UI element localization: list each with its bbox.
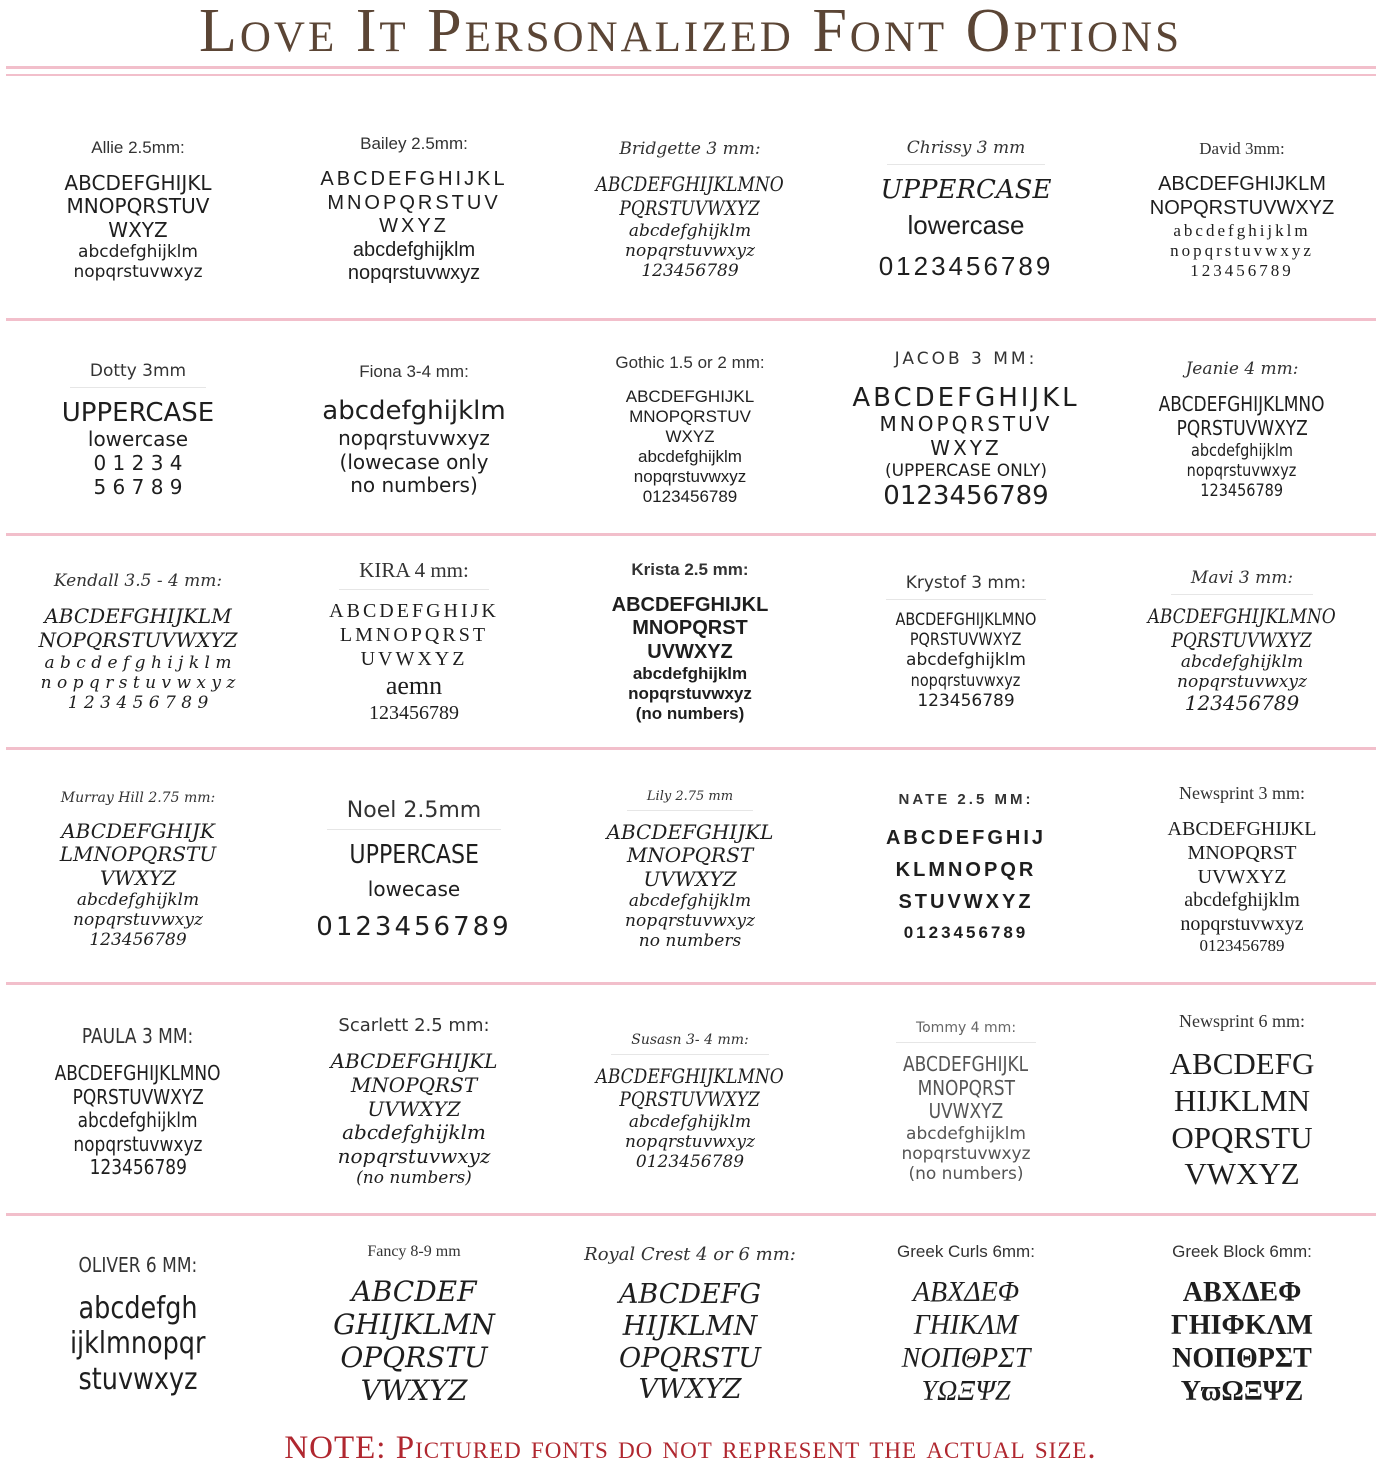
sample-line: ABCDEFGHIJKLMNO: [1159, 392, 1325, 417]
sample-line: WXYZ: [930, 435, 1002, 460]
sample-line: abcdefghijklm: [906, 650, 1026, 671]
sample-line: 5 6 7 8 9: [93, 474, 183, 499]
sample-line: VWXYZ: [360, 1374, 468, 1408]
font-name: OLIVER 6 MM:: [78, 1252, 198, 1277]
sample-line: ijklmnopqr: [70, 1326, 206, 1362]
sample-line: nopqrstuvwxyz: [1170, 240, 1314, 260]
sample-line: PQRSTUVWXYZ: [910, 630, 1022, 651]
font-name: Fancy 8-9 mm: [367, 1242, 461, 1260]
sample-line: (UPPERCASE ONLY): [884, 460, 1048, 481]
font-sample-dotty: [0, 332, 276, 528]
sample-line: MNOPQRSTUV: [629, 406, 751, 426]
divider-row-5: [6, 1213, 1376, 1216]
sample-line: 0123456789: [1199, 936, 1285, 956]
font-name: David 3mm:: [1199, 139, 1285, 159]
sample-line: abcdefghijklm: [632, 664, 748, 684]
font-name: PAULA 3 MM:: [82, 1024, 194, 1049]
sample-line: nopqrstuvwxyz: [347, 262, 481, 285]
sample-line: lowercase: [87, 427, 189, 452]
font-name: JACOB 3 MM:: [894, 348, 1038, 369]
divider-row-4: [6, 982, 1376, 985]
sample-line: ABCDEFGHIJKL: [330, 1049, 498, 1074]
sample-line: UVWXYZ: [1197, 865, 1287, 888]
sample-line: ABCDEFGHIJKLMNO: [595, 1063, 785, 1088]
sample-line: ABCDEFGHIJKL: [611, 593, 769, 616]
sample-line: OPQRSTU: [1171, 1119, 1313, 1155]
sample-line: 123456789: [1190, 260, 1294, 280]
sample-line: abcdefghijklm: [628, 220, 752, 241]
font-row-5: [0, 1002, 1381, 1202]
sample-line: ABCDEFGHIJK: [329, 600, 499, 623]
font-name: Jeanie 4 mm:: [1185, 359, 1299, 380]
font-sample-fancy: [276, 1230, 552, 1420]
sample-line: n o p q r s t u v w x y z: [40, 672, 236, 693]
font-sample-jeanie: [1104, 332, 1380, 528]
font-name: Murray Hill 2.75 mm:: [60, 789, 216, 806]
sample-line: ΓΗΙΚΛΜ: [913, 1309, 1019, 1341]
sample-line: UPPERCASE: [880, 175, 1052, 206]
sample-line: 123456789: [641, 260, 739, 281]
font-sample-allie: [0, 112, 276, 308]
sample-line: abcdefghijklm: [906, 1123, 1026, 1144]
font-name: Dotty 3mm: [70, 361, 206, 388]
sample-line: abcdefghijklm: [1173, 220, 1311, 240]
font-name: NATE 2.5 MM:: [898, 791, 1034, 809]
font-sample-david: [1104, 112, 1380, 308]
sample-line: ΑΒΧΔΕΦ: [1182, 1276, 1302, 1308]
sample-line: 123456789: [89, 930, 187, 951]
font-name: Tommy 4 mm:: [896, 1020, 1036, 1043]
sample-line: ABCDEFGHIJKL: [64, 170, 212, 195]
sample-line: ABCDEFGHIJKLMNO: [55, 1061, 221, 1086]
font-name: Noel 2.5mm: [327, 798, 501, 830]
sample-line: VWXYZ: [638, 1374, 742, 1406]
sample-line: ΝΟΠΘΡΣΤ: [1172, 1343, 1312, 1374]
sample-line: (lowecase only: [339, 449, 489, 474]
sample-line: (no numbers): [635, 704, 745, 724]
font-row-3: [0, 546, 1381, 738]
sample-line: nopqrstuvwxyz: [625, 911, 755, 932]
sample-line: WXYZ: [108, 217, 168, 242]
sample-line: no numbers): [350, 473, 478, 498]
sample-line: ABCDEFGHIJKLMNO: [1147, 604, 1337, 629]
sample-line: lowercase: [907, 210, 1025, 241]
font-row-6: [0, 1230, 1381, 1420]
sample-line: 0123456789: [883, 480, 1049, 511]
sample-line: ABCDEFG: [618, 1278, 762, 1310]
sample-line: ΓΗΙΦΚΛΜ: [1171, 1309, 1313, 1341]
font-sample-newsprint-3: [1104, 770, 1380, 970]
sample-line: ABCDEFGHIJKLM: [44, 604, 232, 629]
sample-line: UPPERCASE: [349, 839, 479, 870]
sample-line: ΥΩΞΨΖ: [921, 1376, 1011, 1408]
font-sample-krystof: [828, 546, 1104, 738]
sample-line: PQRSTUVWXYZ: [1176, 415, 1308, 440]
sample-line: nopqrstuvwxyz: [1177, 672, 1307, 693]
sample-line: GHIJKLMN: [333, 1307, 495, 1341]
sample-line: KLMNOPQR: [895, 859, 1037, 882]
sample-line: nopqrstuvwxyz: [73, 1131, 203, 1156]
sample-line: nopqrstuvwxyz: [625, 1132, 755, 1153]
divider-row-3: [6, 747, 1376, 750]
font-sample-krista: [552, 546, 828, 738]
font-sample-tommy: [828, 1002, 1104, 1202]
font-name: Kendall 3.5 - 4 mm:: [53, 571, 223, 592]
sample-line: nopqrstuvwxyz: [73, 910, 203, 931]
sample-line: abcdefghijklm: [78, 1108, 198, 1133]
sample-line: ABCDEFGHIJKL: [320, 168, 508, 191]
font-name: Susasn 3- 4 mm:: [611, 1032, 769, 1055]
sample-line: 123456789: [917, 690, 1015, 711]
sample-line: MNOPQRSTUV: [879, 412, 1053, 437]
font-sample-susasn: [552, 1002, 828, 1202]
sample-line: 1 2 3 4 5 6 7 8 9: [67, 692, 209, 713]
font-name: Greek Block 6mm:: [1172, 1241, 1312, 1261]
sample-line: nopqrstuvwxyz: [911, 670, 1021, 691]
sample-line: abcdefghijklm: [76, 890, 200, 911]
sample-line: nopqrstuvwxyz: [628, 684, 752, 704]
page-title: Love It Personalized Font Options: [199, 0, 1182, 65]
sample-line: aemn: [385, 671, 443, 701]
divider-top-thin: [6, 74, 1376, 76]
sample-line: 123456789: [369, 701, 459, 724]
font-name: Chrissy 3 mm: [887, 138, 1045, 165]
font-sample-fiona: [276, 332, 552, 528]
sample-line: LMNOPQRST: [339, 624, 489, 647]
font-sample-chrissy: [828, 112, 1104, 308]
sample-line: ABCDEFGHIJKL: [852, 382, 1080, 413]
sample-line: STUVWXYZ: [898, 891, 1034, 914]
font-sample-bridgette: [552, 112, 828, 308]
font-sample-jacob: [828, 332, 1104, 528]
font-sample-paula: [0, 1002, 276, 1202]
sample-line: abcdefgh: [78, 1290, 198, 1326]
sample-line: ΑΒΧΔΕΦ: [912, 1276, 1020, 1308]
sample-line: MNOPQRST: [1187, 842, 1297, 865]
font-sample-newsprint-6: [1104, 1002, 1380, 1202]
sample-line: UVWXYZ: [647, 640, 733, 663]
sample-line: ABCDEFGHIJKL: [1167, 818, 1317, 841]
sample-line: ABCDEFGHIJKL: [625, 386, 755, 406]
font-name: Allie 2.5mm:: [91, 137, 185, 157]
font-name: Scarlett 2.5 mm:: [338, 1015, 490, 1037]
sample-line: ABCDEF: [351, 1274, 477, 1308]
sample-line: LMNOPQRSTU: [59, 842, 217, 867]
font-sample-noel: [276, 770, 552, 970]
divider-row-1: [6, 318, 1376, 321]
sample-line: ΝΟΠΘΡΣΤ: [901, 1343, 1031, 1374]
sample-line: UVWXYZ: [928, 1099, 1004, 1124]
sample-line: ΥϖΩΞΨΖ: [1180, 1376, 1304, 1408]
font-row-1: [0, 112, 1381, 308]
sample-line: 123456789: [1200, 480, 1284, 501]
sample-line: VWXYZ: [1184, 1156, 1300, 1192]
sample-line: abcdefghijklm: [628, 1112, 752, 1133]
sample-line: ABCDEFGHIJKL: [903, 1052, 1029, 1077]
font-name: Gothic 1.5 or 2 mm:: [615, 352, 765, 372]
sample-line: ABCDEFG: [1169, 1046, 1315, 1082]
sample-line: abcdefghijklm: [352, 238, 476, 261]
font-row-2: [0, 332, 1381, 528]
sample-line: PQRSTUVWXYZ: [1171, 627, 1313, 652]
sample-line: nopqrstuvwxyz: [1180, 912, 1304, 935]
font-sample-lily: [552, 770, 828, 970]
sample-line: abcdefghijklm: [342, 1120, 486, 1145]
sample-line: nopqrstuvwxyz: [1187, 460, 1297, 481]
sample-line: 0123456789: [878, 250, 1054, 281]
font-row-4: [0, 770, 1381, 970]
sample-line: MNOPQRST: [626, 843, 754, 868]
sample-line: stuvwxyz: [78, 1361, 198, 1397]
sample-line: WXYZ: [665, 426, 715, 446]
sample-line: (no numbers): [356, 1168, 472, 1189]
sample-line: VWXYZ: [99, 865, 177, 890]
font-name: Royal Crest 4 or 6 mm:: [584, 1243, 796, 1265]
sample-line: 123456789: [1184, 691, 1300, 716]
sample-line: nopqrstuvwxyz: [633, 467, 747, 487]
font-name: Bailey 2.5mm:: [360, 134, 468, 154]
sample-line: HIJKLMN: [1173, 1082, 1311, 1118]
font-name: Lily 2.75 mm: [627, 789, 753, 811]
sample-line: 0123456789: [316, 911, 512, 942]
sample-line: 0123456789: [903, 923, 1029, 943]
sample-line: MNOPQRSTUV: [327, 191, 501, 214]
sample-line: (no numbers): [908, 1163, 1024, 1184]
font-sample-gothic: [552, 332, 828, 528]
sample-line: abcdefghijklm: [1184, 889, 1300, 912]
font-sample-royal-crest: [552, 1230, 828, 1420]
sample-line: lowecase: [367, 877, 461, 902]
sample-line: ABCDEFGHIJKLM: [1158, 173, 1326, 196]
divider-top: [6, 66, 1376, 69]
divider-row-2: [6, 533, 1376, 536]
font-sample-nate: [828, 770, 1104, 970]
sample-line: nopqrstuvwxyz: [338, 425, 490, 450]
sample-line: MNOPQRST: [917, 1075, 1015, 1100]
font-name: KIRA 4 mm:: [339, 558, 489, 590]
font-name: Krystof 3 mm:: [886, 573, 1047, 600]
sample-line: nopqrstuvwxyz: [901, 1143, 1031, 1164]
sample-line: abcdefghijklm: [628, 891, 752, 912]
sample-line: abcdefghijklm: [1180, 652, 1304, 673]
sample-line: abcdefghijklm: [78, 242, 198, 263]
font-name: Newsprint 6 mm:: [1179, 1011, 1305, 1032]
sample-line: ABCDEFGHIJK: [61, 818, 215, 843]
sample-line: nopqrstuvwxyz: [73, 262, 203, 283]
sample-line: abcdefghijklm: [638, 447, 742, 466]
font-sample-greek-block: [1104, 1230, 1380, 1420]
sample-line: PQRSTUVWXYZ: [619, 195, 761, 220]
sample-line: HIJKLMN: [622, 1310, 758, 1342]
font-sample-kira: [276, 546, 552, 738]
sample-line: UVWXYZ: [360, 647, 468, 670]
font-sample-murray-hill: [0, 770, 276, 970]
font-name: Fiona 3-4 mm:: [359, 362, 469, 382]
sample-line: MNOPQRSTUV: [66, 194, 210, 219]
font-name: Bridgette 3 mm:: [619, 139, 761, 160]
font-sample-greek-curls: [828, 1230, 1104, 1420]
font-sample-scarlett: [276, 1002, 552, 1202]
size-disclaimer-note: NOTE: Pictured fonts do not represent the actual size.: [284, 1430, 1097, 1466]
font-name: Mavi 3 mm:: [1171, 568, 1313, 595]
sample-line: abcdefghijklm: [322, 396, 506, 427]
sample-line: PQRSTUVWXYZ: [72, 1084, 204, 1109]
sample-line: OPQRSTU: [618, 1342, 762, 1374]
sample-line: ABCDEFGHIJKLMNO: [895, 610, 1037, 631]
font-name: Krista 2.5 mm:: [631, 559, 749, 579]
sample-line: a b c d e f g h i j k l m: [44, 652, 232, 673]
sample-line: OPQRSTU: [340, 1341, 488, 1374]
font-sample-kendall: [0, 546, 276, 738]
sample-line: UPPERCASE: [61, 397, 215, 428]
sample-line: NOPQRSTUVWXYZ: [38, 627, 238, 652]
font-name: Greek Curls 6mm:: [897, 1241, 1035, 1261]
font-name: Newsprint 3 mm:: [1179, 783, 1305, 804]
sample-line: WXYZ: [379, 215, 449, 238]
sample-line: ABCDEFGHIJ: [885, 827, 1046, 850]
sample-line: 0123456789: [635, 1152, 745, 1173]
sample-line: no numbers: [638, 931, 742, 952]
font-sample-oliver: [0, 1230, 276, 1420]
sample-line: 123456789: [89, 1155, 187, 1180]
sample-line: UVWXYZ: [367, 1096, 461, 1121]
sample-line: MNOPQRST: [350, 1073, 478, 1098]
sample-line: abcdefghijklm: [1191, 440, 1293, 461]
sample-line: 0123456789: [642, 487, 738, 507]
sample-line: nopqrstuvwxyz: [625, 240, 755, 261]
sample-line: nopqrstuvwxyz: [337, 1143, 491, 1168]
sample-line: PQRSTUVWXYZ: [619, 1087, 761, 1112]
sample-line: ABCDEFGHIJKL: [606, 819, 774, 844]
sample-line: ABCDEFGHIJKLMNO: [595, 172, 785, 197]
font-sample-bailey: [276, 112, 552, 308]
sample-line: 0 1 2 3 4: [93, 451, 183, 476]
font-sample-mavi: [1104, 546, 1380, 738]
sample-line: MNOPQRST: [632, 617, 748, 640]
sample-line: UVWXYZ: [643, 866, 737, 891]
sample-line: NOPQRSTUVWXYZ: [1149, 196, 1335, 219]
